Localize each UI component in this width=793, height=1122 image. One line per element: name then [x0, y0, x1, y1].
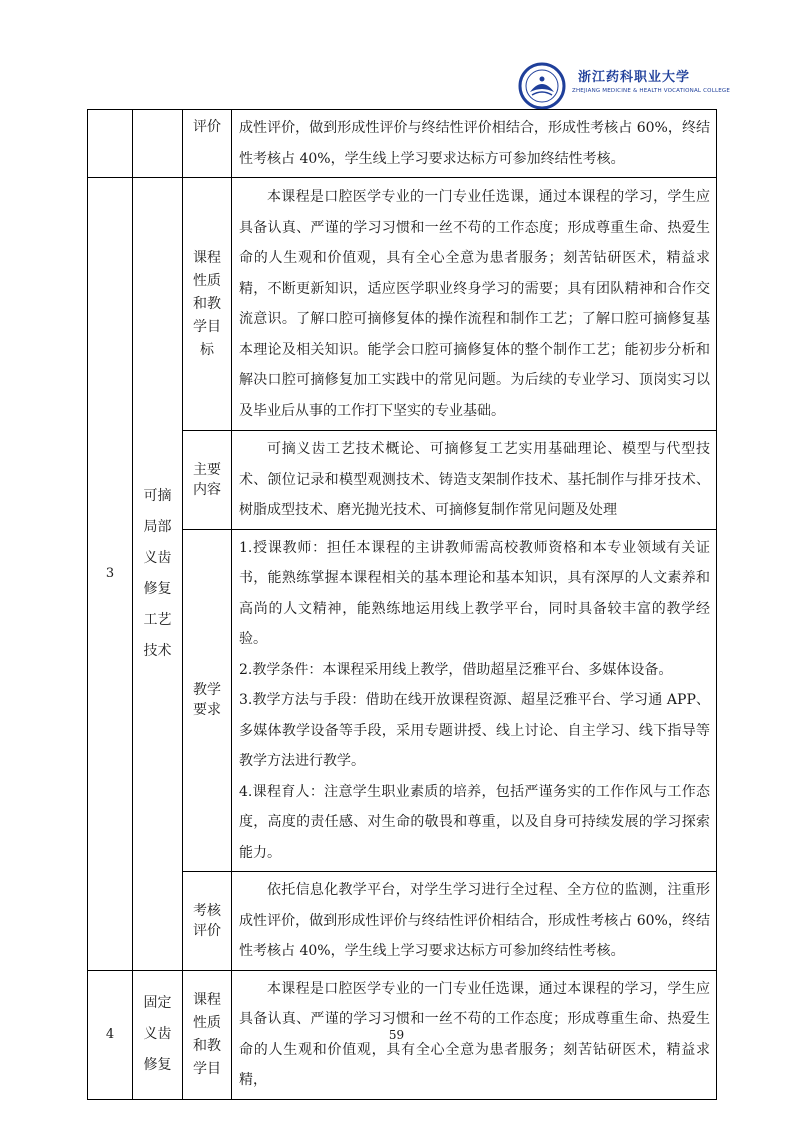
- table-row: [88, 178, 717, 431]
- course-name-cell: [133, 178, 183, 971]
- content-cell: [232, 529, 717, 872]
- table-row: [88, 529, 717, 872]
- requirement-item: 2.教学条件：本课程采用线上教学，借助超星泛雅平台、多媒体设备。: [239, 661, 673, 678]
- requirement-item: 3.教学方法与手段：借助在线开放课程资源、超星泛雅平台、学习通 APP、多媒体教学设备等手段，采用专题讲授、线上讨论、自主学习、线下指导等教学方法进行教学。: [239, 692, 710, 769]
- page-number: 59: [388, 1028, 405, 1042]
- item-label: 主要内容: [193, 461, 221, 498]
- college-logo: [510, 62, 731, 110]
- nature-text: 本课程是口腔医学专业的一门专业任选课，通过本课程的学习，学生应具备认真、严谨的学习习惯和一丝不苟的工作态度；形成尊重生命、热爱生命的人生观和价值观，具有全心全意为患者服务；刻苦钻研医术，精益求精，: [239, 980, 710, 1088]
- main-content-text: 可摘义齿工艺技术概论、可摘修复工艺实用基础理论、模型与代型技术、颌位记录和模型观测技术、铸造支架制作技术、基托制作与排牙技术、树脂成型技术、磨光抛光技术、可摘修复制作常见问题及处理: [239, 441, 710, 518]
- content-cell: [232, 431, 717, 530]
- item-label: 课程性质和教学目: [193, 991, 221, 1077]
- table-row: [88, 872, 717, 971]
- course-name: 固定义齿修复: [143, 995, 172, 1073]
- course-name: 可摘局部义齿修复工艺技术: [143, 487, 172, 659]
- course-table: [87, 109, 717, 1100]
- table-row: [88, 110, 717, 178]
- item-label: 评价: [193, 119, 221, 135]
- logo-chinese-name: 浙江药科职业大学: [578, 70, 691, 85]
- table-row: [88, 431, 717, 530]
- item-label-cell: [183, 178, 232, 431]
- logo-english-name: ZHEJIANG MEDICINE & HEALTH VOCATIONAL COLLEGE: [572, 88, 731, 94]
- content-cell: [232, 872, 717, 971]
- item-label-cell: [183, 529, 232, 872]
- item-label: 考核评价: [193, 902, 221, 939]
- nature-text: 本课程是口腔医学专业的一门专业任选课，通过本课程的学习，学生应具备认真、严谨的学习习惯和一丝不苟的工作态度；形成尊重生命、热爱生命的人生观和价值观，具有全心全意为患者服务；刻苦钻研医术，精益求精，不断更新知识，适应医学职业终身学习的需要；具有团队精神和合作交流意识。了解口腔可摘修复体的操作流程和制作工艺；了解口腔可摘修复基本理论及相关知识。能学会口腔可摘修复体的整个制作工艺；能初步分析和解决口腔可摘修复加工实践中的常见问题。为后续的专业学习、顶岗实习以及毕业后从事的工作打下坚实的专业基础。: [239, 189, 710, 419]
- content-cell: [232, 178, 717, 431]
- item-label: 教学要求: [193, 682, 221, 719]
- college-emblem-icon: [518, 62, 566, 110]
- requirement-item: 4.课程育人：注意学生职业素质的培养，包括严谨务实的工作作风与工作态度，高度的责任感、对生命的敬畏和尊重，以及自身可持续发展的学习探索能力。: [239, 783, 710, 861]
- content-cell: [232, 110, 717, 178]
- item-label-cell: [183, 872, 232, 971]
- course-name-cell: [133, 110, 183, 178]
- course-number: 4: [105, 1027, 115, 1042]
- number-cell: [88, 178, 133, 971]
- course-number: 3: [105, 566, 115, 582]
- eval-text: 成性评价，做到形成性评价与终结性评价相结合，形成性考核占 60%，终结性考核占 40%，学生线上学习要求达标方可参加终结性考核。: [239, 120, 710, 167]
- item-label: 课程性质和教学目标: [193, 249, 221, 358]
- requirement-item: 1.授课教师：担任本课程的主讲教师需高校教师资格和本专业领域有关证书，能熟练掌握本课程相关的基本理论和基本知识，具有深厚的人文素养和高尚的人文精神，能熟练地运用线上教学平台，同时具备较丰富的教学经验。: [239, 539, 710, 647]
- eval-text: 依托信息化教学平台，对学生学习进行全过程、全方位的监测，注重形成性评价，做到形成性评价与终结性评价相结合，形成性考核占 60%，终结性考核占 40%，学生线上学习要求达标方可参加终结性考核。: [239, 882, 710, 959]
- item-label-cell: [183, 431, 232, 530]
- number-cell: [88, 110, 133, 178]
- item-label-cell: [183, 110, 232, 178]
